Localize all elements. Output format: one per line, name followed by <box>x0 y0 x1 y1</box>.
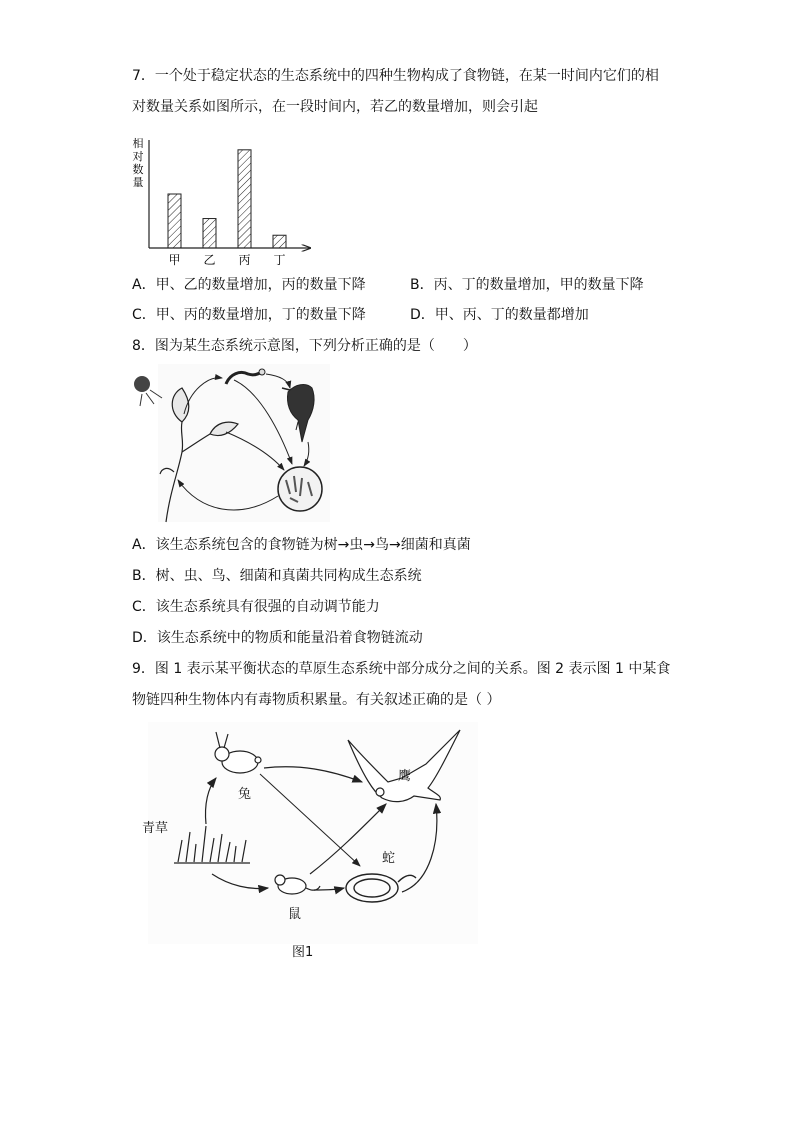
q8-option-d[interactable]: D．该生态系统中的物质和能量沿着食物链流动 <box>132 630 423 646</box>
q8-option-b[interactable]: B．树、虫、鸟、细菌和真菌共同构成生态系统 <box>132 568 422 584</box>
sun-icon <box>134 376 162 406</box>
tick-label-1: 甲 <box>168 253 181 267</box>
q9-stem-line2: 物链四种生物体内有毒物质积累量。有关叙述正确的是（ ） <box>132 692 501 708</box>
q8-option-a[interactable]: A．该生态系统包含的食物链为树→虫→鸟→细菌和真菌 <box>132 537 471 553</box>
figure-caption: 图1 <box>292 945 314 960</box>
bar-2 <box>203 219 216 248</box>
q8-option-c[interactable]: C．该生态系统具有很强的自动调节能力 <box>132 599 380 615</box>
q7-option-d[interactable]: D．甲、丙、丁的数量都增加 <box>410 307 589 323</box>
label-snake: 蛇 <box>382 851 396 866</box>
tick-label-3: 丙 <box>238 253 251 267</box>
q7-bar-chart <box>130 135 320 270</box>
bar-4 <box>273 235 286 248</box>
svg-text:相: 相 <box>132 137 144 150</box>
bacteria-fungi-icon <box>278 467 322 511</box>
q7-option-b[interactable]: B．丙、丁的数量增加，甲的数量下降 <box>410 277 644 293</box>
q7-option-c[interactable]: C．甲、丙的数量增加，丁的数量下降 <box>132 307 366 323</box>
q7-stem-line2: 对数量关系如图所示，在一段时间内，若乙的数量增加，则会引起 <box>132 99 538 115</box>
q7-option-a[interactable]: A．甲、乙的数量增加，丙的数量下降 <box>132 277 366 293</box>
svg-text:对: 对 <box>132 150 144 163</box>
label-eagle: 鹰 <box>398 769 412 784</box>
svg-text:量: 量 <box>132 176 144 189</box>
q8-ecosystem-figure <box>130 362 335 524</box>
bar-1 <box>168 194 181 248</box>
label-rabbit: 兔 <box>238 787 252 802</box>
tick-label-4: 丁 <box>273 253 286 267</box>
q8-stem: 8．图为某生态系统示意图，下列分析正确的是（ ） <box>132 338 477 354</box>
q9-stem-line1: 9．图 1 表示某平衡状态的草原生态系统中部分成分之间的关系。图 2 表示图 1 中某食 <box>132 661 671 677</box>
q7-stem-line1: 7．一个处于稳定状态的生态系统中的四种生物构成了食物链，在某一时间内它们的相 <box>132 68 659 84</box>
label-mouse: 鼠 <box>288 907 302 922</box>
q9-food-web-figure <box>140 722 480 967</box>
y-axis-label <box>133 136 144 189</box>
svg-text:数: 数 <box>132 163 144 176</box>
tick-label-2: 乙 <box>203 253 216 267</box>
bar-3 <box>238 150 251 248</box>
label-grass: 青草 <box>142 821 169 836</box>
